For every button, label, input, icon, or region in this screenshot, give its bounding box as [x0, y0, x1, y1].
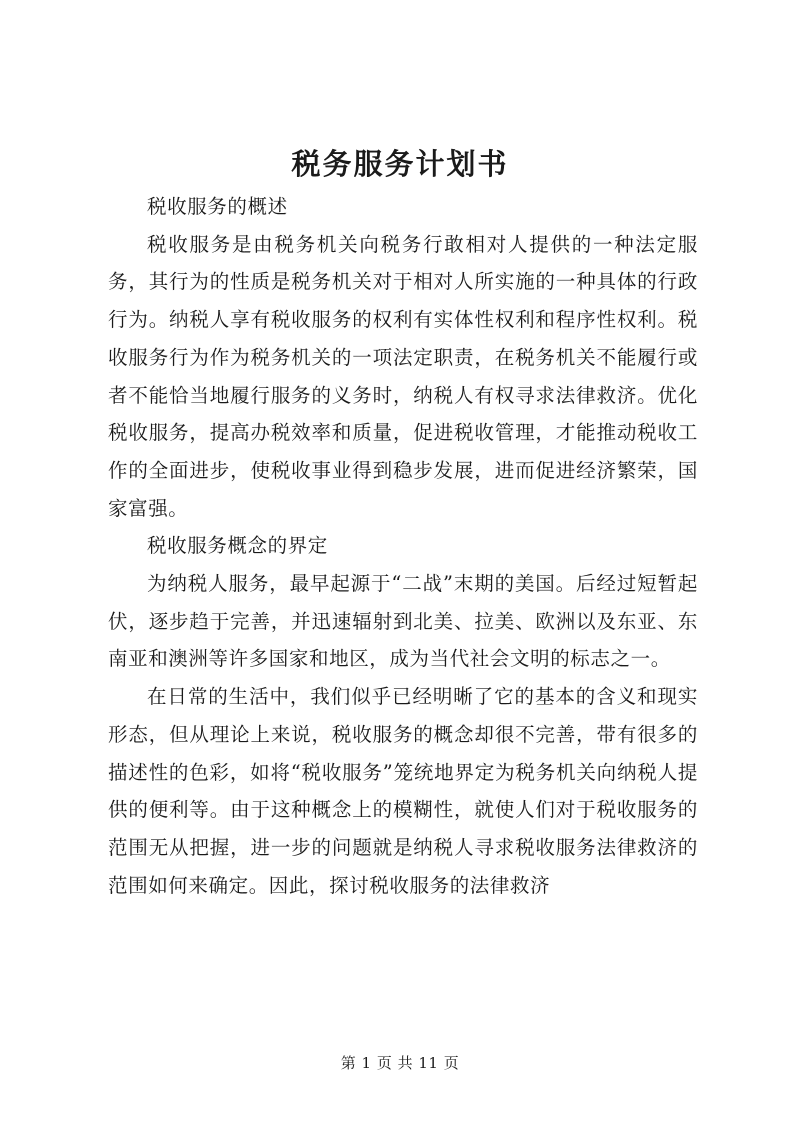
- document-title: 税务服务计划书: [291, 147, 509, 181]
- paragraph-overview: 税收服务是由税务机关向税务行敢相对人提供的一种法定服务，其行为的性质是税务机关对于相对人所实施的一种具体的行政行为。纳税人享有税收服务的权利有实体性权利和程序性权利。税收服务行为作为税务机关的一项法定职责，在税务机关不能履行或者不能恰当地履行服务的义务时，纳税人有权寻求法律救济。优化税收服务，提高办税效率和质量，促进税收管理，才能推动税收工作的全面进步，使税收事业得到稳步发展，进而促进经济繁荣，国家富强。: [108, 232, 698, 520]
- section-heading-definition: 税收服务概念的界定: [147, 534, 328, 558]
- paragraph-concept: 在日常的生活中，我们似乎已经明晰了它的基本的含义和现实形态，但从理论上来说，税收服务的概念却很不完善，带有很多的描述性的色彩，如将“税收服务”笼统地界定为税务机关向纳税人提供的便利等。由于这种概念上的模糊性，就使人们对于税收服务的范围无从把握，进一步的问题就是纳税人寻求税收服务法律救济的范围如何来确定。因此，探讨税收服务的法律救济: [108, 685, 698, 897]
- section-heading-overview: 税收服务的概述: [147, 195, 288, 218]
- page-number-footer: 第 1 页 共 11 页: [340, 1054, 460, 1072]
- paragraph-origin: 为纳税人服务，最早起源于“二战”末期的美国。后经过短暂起伏，逐步趋于完善，并迅速辐射到北美、拉美、欧洲以及东亚、东南亚和澳洲等许多国家和地区，成为当代社会文明的标志之一。: [108, 572, 698, 671]
- document-body: [108, 188, 698, 904]
